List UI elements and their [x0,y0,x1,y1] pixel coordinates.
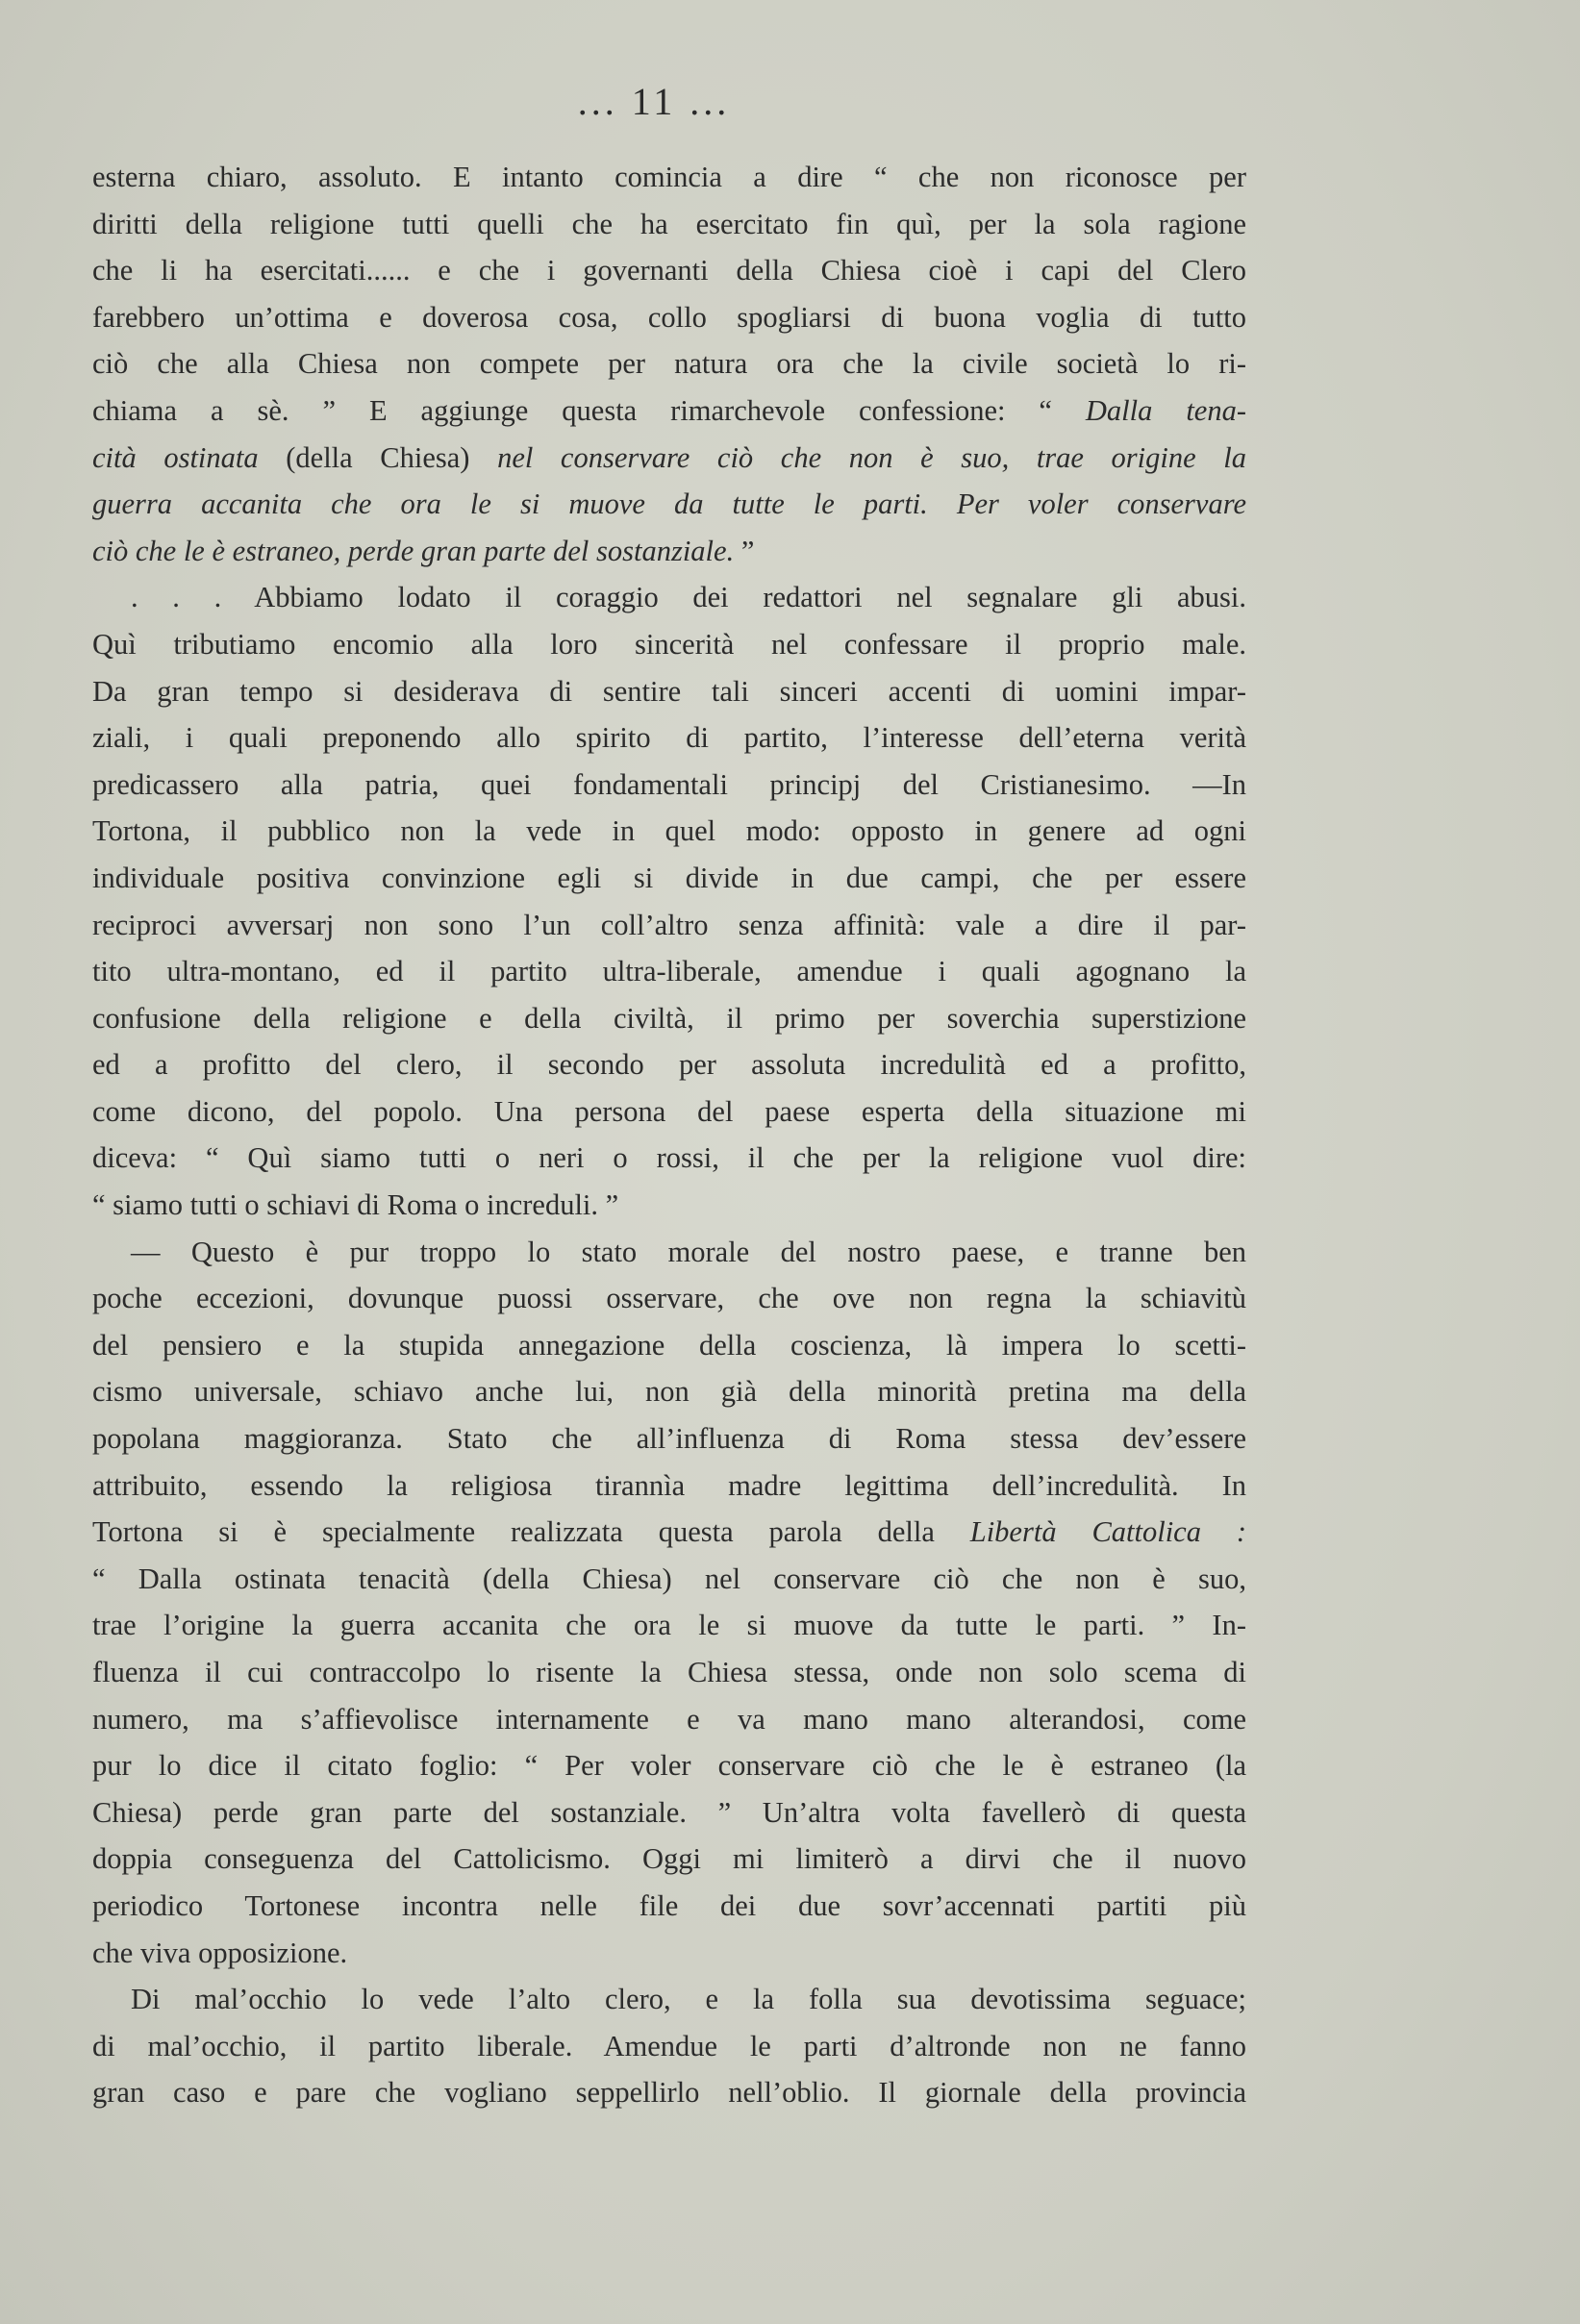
text-segment: trae l’origine la guerra accanita che ora le si muove da tutte le parti. ” In- [92,1609,1246,1642]
text-line [92,762,1246,809]
text-segment: confusione della religione e della civiltà, il primo per soverchia superstizione [92,1001,1246,1035]
text-segment: doppia conseguenza del Cattolicismo. Oggi mi limiterò a dirvi che il nuovo [92,1842,1246,1876]
text-segment: cismo universale, schiavo anche lui, non già della minorità pretina ma della [92,1375,1246,1409]
text-line [92,1135,1246,1182]
text-line [92,1509,1246,1556]
text-line [92,247,1246,294]
text-line [92,902,1246,949]
text-segment: “ Dalla ostinata tenacità (della Chiesa) nel conservare ciò che non è suo, [92,1562,1246,1595]
text-segment: come dicono, del popolo. Una persona del paese esperta della situazione mi [92,1094,1246,1128]
italic-text: nel conservare ciò che non è suo, trae origine la [497,440,1246,474]
text-line [92,1275,1246,1322]
text-line [92,1556,1246,1603]
italic-text: ciò che le è estraneo, perde gran parte del sostanziale. [92,534,735,567]
text-segment: popolana maggioranza. Stato che all’influenza di Roma stessa dev’essere [92,1422,1246,1456]
text-segment: farebbero un’ottima e doverosa cosa, collo spogliarsi di buona voglia di tutto [92,300,1246,334]
text-line [92,574,1246,621]
text-line [92,2023,1246,2070]
text-segment: individuale positiva convinzione egli si divide in due campi, che per essere [92,861,1246,894]
text-line [92,1836,1246,1883]
body-text [92,154,1246,2116]
text-line [92,154,1246,201]
text-line [92,1462,1246,1510]
text-line [92,1368,1246,1415]
text-line [92,808,1246,855]
text-line [92,294,1246,341]
text-segment: Di mal’occhio lo vede l’alto clero, e la folla sua devotissima seguace; [131,1983,1246,2016]
text-segment: ziali, i quali preponendo allo spirito di partito, l’interesse dell’eterna verità [92,721,1246,755]
text-line [92,1229,1246,1276]
text-segment: gran caso e pare che vogliano seppellirlo nell’oblio. Il giornale della provincia [92,2076,1246,2110]
text-segment: fluenza il cui contraccolpo lo risente la Chiesa stessa, onde non solo scema di [92,1656,1246,1688]
text-line [92,1649,1246,1696]
text-line [92,1602,1246,1649]
text-line [92,1930,1246,1977]
text-line [92,528,1246,575]
text-segment: Quì tributiamo encomio alla loro sincerità nel confessare il proprio male. [92,627,1246,661]
text-line [92,668,1246,715]
text-segment: (della Chiesa) [258,440,498,474]
text-line [92,1415,1246,1462]
text-segment: “ siamo tutti o schiavi di Roma o increduli. ” [92,1188,619,1222]
text-segment: periodico Tortonese incontra nelle file dei due sovr’accennati partiti più [92,1888,1246,1922]
text-segment: predicassero alla patria, quei fondamentali principj del Cristianesimo. —In [92,767,1246,801]
text-line [92,621,1246,668]
text-line [92,1182,1246,1229]
text-segment: esterna chiaro, assoluto. E intanto comincia a dire “ che non riconosce per [92,161,1246,193]
text-line [92,995,1246,1042]
text-segment: poche eccezioni, dovunque puossi osservare, che ove non regna la schiavitù [92,1282,1246,1315]
text-line [92,1742,1246,1789]
text-line [92,714,1246,762]
text-line [92,1883,1246,1930]
text-segment: di mal’occhio, il partito liberale. Amendue le parti d’altronde non ne fanno [92,2029,1246,2062]
text-line [92,387,1246,435]
text-segment: Chiesa) perde gran parte del sostanziale. ” Un’altra volta favellerò di questa [92,1795,1246,1829]
text-line [92,948,1246,995]
text-line [92,855,1246,902]
italic-text: cità ostinata [92,440,259,474]
text-segment: del pensiero e la stupida annegazione della coscienza, là impera lo scetti- [92,1328,1246,1362]
text-segment: attribuito, essendo la religiosa tirannìa madre legittima dell’incredulità. In [92,1468,1246,1502]
text-line [92,1322,1246,1369]
text-line [92,2069,1246,2116]
italic-text: Dalla tena- [1085,393,1246,427]
text-line [92,1976,1246,2023]
text-line [92,435,1246,482]
text-segment: ciò che alla Chiesa non compete per natura ora che la civile società lo ri- [92,347,1246,381]
text-segment: tito ultra-montano, ed il partito ultra-liberale, amendue i quali agognano la [92,955,1246,988]
text-segment: ed a profitto del clero, il secondo per assoluta incredulità ed a profitto, [92,1048,1246,1082]
text-segment: numero, ma s’affievolisce internamente e va mano mano alterandosi, come [92,1702,1246,1736]
text-segment: che li ha esercitati...... e che i governanti della Chiesa cioè i capi del Clero [92,254,1246,287]
text-segment: . . . Abbiamo lodato il coraggio dei redattori nel segnalare gli abusi. [131,581,1246,614]
text-line [92,1041,1246,1088]
text-line [92,1789,1246,1837]
text-segment: — Questo è pur troppo lo stato morale del nostro paese, e tranne ben [131,1235,1246,1268]
italic-text: guerra accanita che ora le si muove da tutte le parti. Per voler conservare [92,487,1246,521]
text-segment: Da gran tempo si desiderava di sentire tali sinceri accenti di uomini impar- [92,674,1246,708]
text-segment: pur lo dice il citato foglio: “ Per voler conservare ciò che le è estraneo (la [92,1749,1246,1783]
italic-text: Libertà Cattolica : [969,1515,1246,1549]
text-segment: diceva: “ Quì siamo tutti o neri o rossi, il che per la religione vuol dire: [92,1141,1246,1175]
text-line [92,340,1246,387]
page-number: ... 11 ... [577,80,731,123]
text-line [92,201,1246,248]
text-segment: Tortona, il pubblico non la vede in quel modo: opposto in genere ad ogni [92,814,1246,848]
text-segment: reciproci avversarj non sono l’un coll’altro senza affinità: vale a dire il par- [92,908,1246,941]
text-segment: che viva opposizione. [92,1936,348,1969]
text-segment: diritti della religione tutti quelli che ha esercitato fin quì, per la sola ragione [92,207,1246,240]
text-line [92,481,1246,528]
text-line [92,1696,1246,1743]
text-segment: Tortona si è specialmente realizzata questa parola della [92,1515,970,1549]
text-segment: chiama a sè. ” E aggiunge questa rimarchevole confessione: “ [92,393,1086,427]
text-segment: ” [734,534,755,567]
text-line [92,1088,1246,1136]
